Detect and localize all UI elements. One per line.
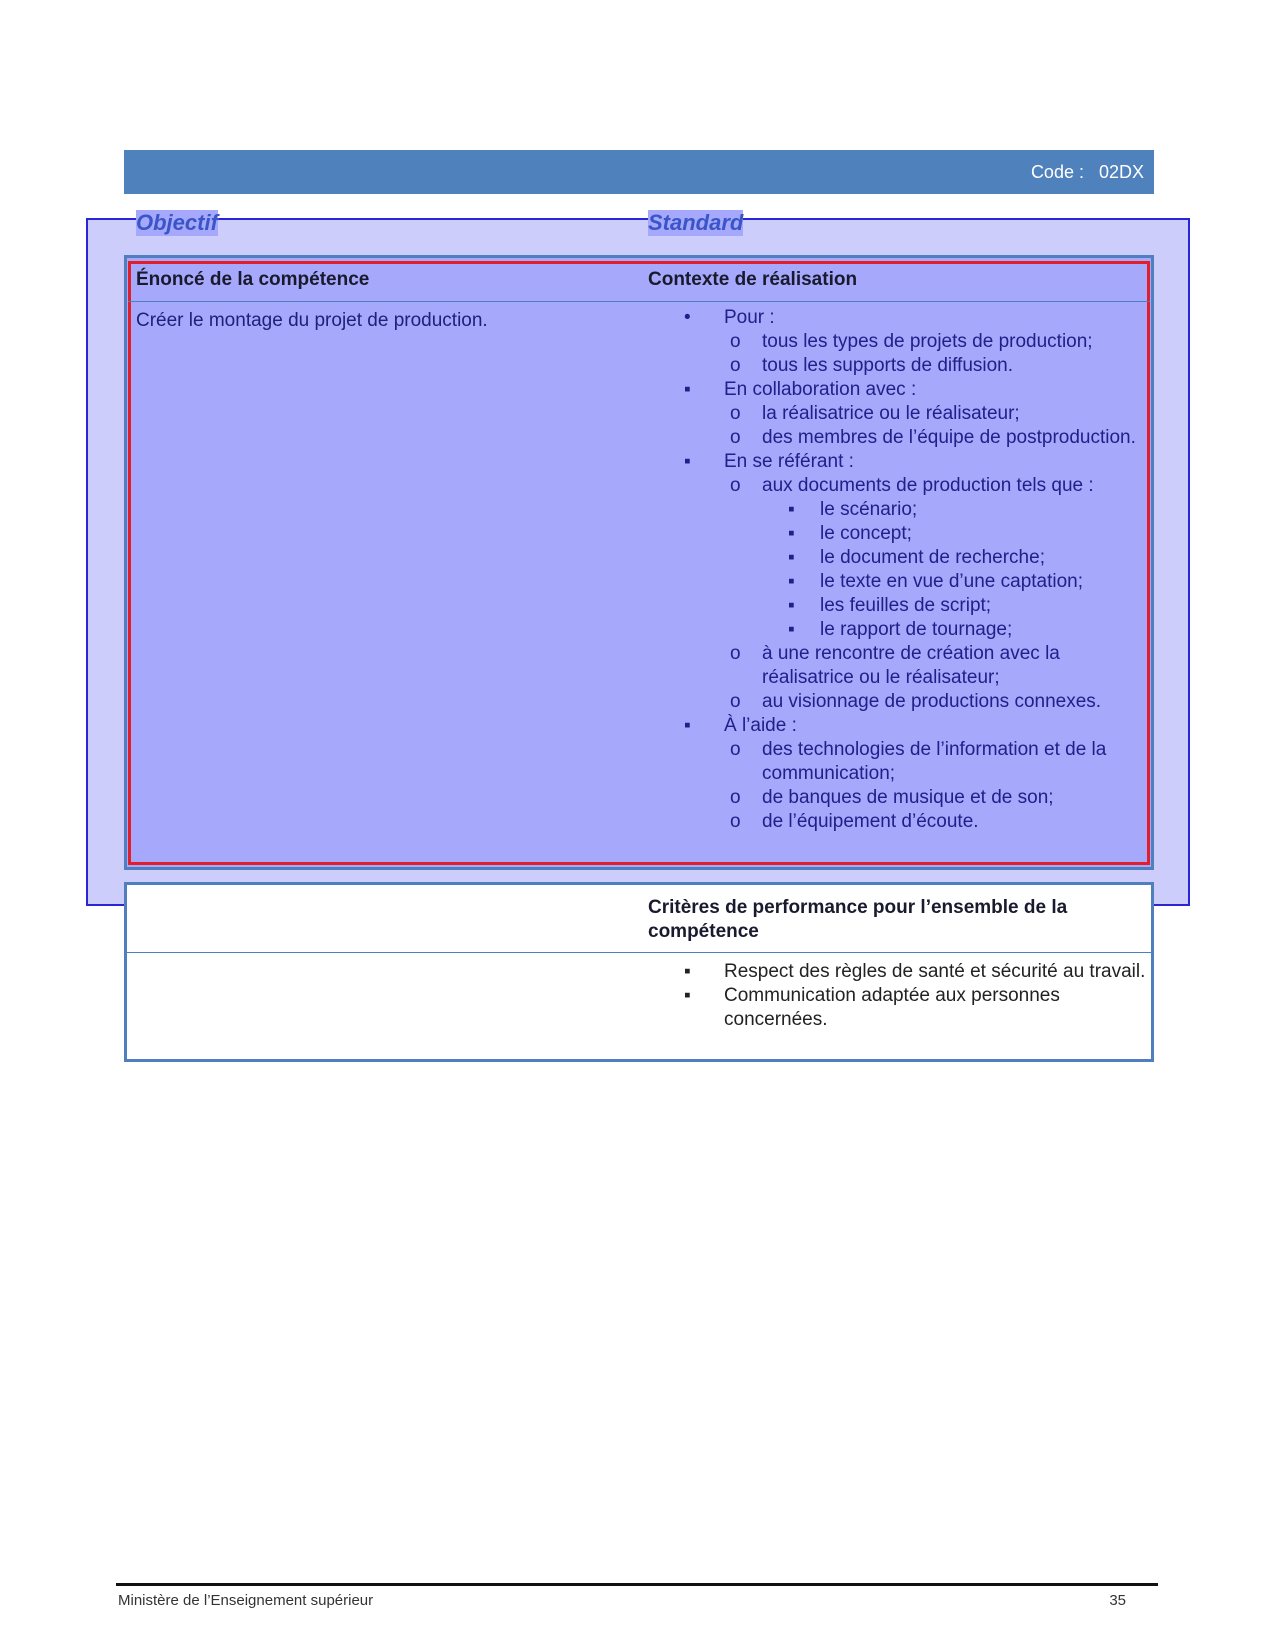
context-item (680, 642, 1150, 690)
criteria-item (680, 960, 1150, 984)
context-item-text: à une rencontre de création avec la réalisatrice ou le réalisateur; (762, 643, 1060, 688)
context-item (680, 522, 1150, 546)
criteria-item (680, 984, 1150, 1032)
bullet-icon: ▪ (788, 571, 795, 592)
context-item (680, 618, 1150, 642)
bullet-icon: o (730, 403, 741, 424)
table-header-divider (128, 301, 1150, 302)
context-item-text: En collaboration avec : (724, 379, 917, 400)
context-item-text: la réalisatrice ou le réalisateur; (762, 403, 1020, 424)
page-number: 35 (1109, 1592, 1126, 1609)
context-item-text: le rapport de tournage; (820, 619, 1013, 640)
bullet-icon: o (730, 787, 741, 808)
bullet-icon: ▪ (788, 547, 795, 568)
context-item (680, 810, 1150, 834)
criteria-header: Critères de performance pour l’ensemble de la compétence (648, 897, 1068, 942)
bullet-icon: o (730, 691, 741, 712)
context-list (680, 306, 1150, 834)
context-item (680, 474, 1150, 498)
context-item (680, 498, 1150, 522)
bullet-icon: o (730, 355, 741, 376)
statement-header: Énoncé de la compétence (136, 269, 370, 290)
criteria-list (680, 960, 1150, 1032)
context-item (680, 378, 1150, 402)
context-item-text: de banques de musique et de son; (762, 787, 1054, 808)
context-item-text: des technologies de l’information et de la communication; (762, 739, 1107, 784)
bullet-icon: ▪ (788, 523, 795, 544)
context-item (680, 738, 1150, 786)
footer (118, 1592, 1126, 1609)
bullet-icon: o (730, 643, 741, 664)
context-item (680, 354, 1150, 378)
context-item-text: de l’équipement d’écoute. (762, 811, 979, 832)
context-item-text: aux documents de production tels que : (762, 475, 1094, 496)
competency-code: Code : 02DX (1030, 162, 1144, 182)
bullet-icon: ▪ (684, 985, 691, 1006)
context-item (680, 546, 1150, 570)
context-item (680, 594, 1150, 618)
footer-rule (116, 1583, 1158, 1586)
header-code-bar (124, 150, 1154, 194)
bullet-icon: ▪ (788, 595, 795, 616)
context-item-text: le document de recherche; (820, 547, 1045, 568)
competency-statement: Créer le montage du projet de production. (136, 310, 488, 331)
objective-label: Objectif (136, 210, 218, 235)
context-item (680, 570, 1150, 594)
context-item-text: des membres de l’équipe de postproduction. (762, 427, 1136, 448)
bullet-icon: o (730, 739, 741, 760)
context-item-text: le texte en vue d’une captation; (820, 571, 1084, 592)
bullet-icon: ▪ (788, 619, 795, 640)
context-item (680, 690, 1150, 714)
context-item (680, 306, 1150, 330)
context-item-text: À l’aide : (724, 715, 797, 736)
context-item (680, 402, 1150, 426)
footer-ministry: Ministère de l’Enseignement supérieur (118, 1592, 374, 1609)
bullet-icon: ▪ (684, 715, 691, 736)
bullet-icon: o (730, 427, 741, 448)
bullet-icon: • (684, 307, 691, 328)
context-item-text: En se référant : (724, 451, 854, 472)
criteria-header-divider (127, 952, 1151, 953)
bullet-icon: ▪ (788, 499, 795, 520)
criteria-item-text: Respect des règles de santé et sécurité au travail. (724, 961, 1146, 982)
context-item-text: au visionnage de productions connexes. (762, 691, 1102, 712)
criteria-item-text: Communication adaptée aux personnes concernées. (724, 985, 1060, 1030)
bullet-icon: ▪ (684, 379, 691, 400)
bullet-icon: o (730, 475, 741, 496)
context-item (680, 714, 1150, 738)
bullet-icon: o (730, 331, 741, 352)
standard-label: Standard (648, 210, 744, 235)
bullet-icon: ▪ (684, 451, 691, 472)
context-item-text: le concept; (820, 523, 912, 544)
context-item (680, 426, 1150, 450)
context-item-text: le scénario; (820, 499, 918, 520)
context-header: Contexte de réalisation (648, 269, 858, 290)
context-item (680, 330, 1150, 354)
context-item-text: les feuilles de script; (820, 595, 992, 616)
context-item-text: Pour : (724, 307, 775, 328)
context-item-text: tous les supports de diffusion. (762, 355, 1014, 376)
context-item (680, 450, 1150, 474)
context-item (680, 786, 1150, 810)
context-item-text: tous les types de projets de production; (762, 331, 1093, 352)
bullet-icon: ▪ (684, 961, 691, 982)
bullet-icon: o (730, 811, 741, 832)
